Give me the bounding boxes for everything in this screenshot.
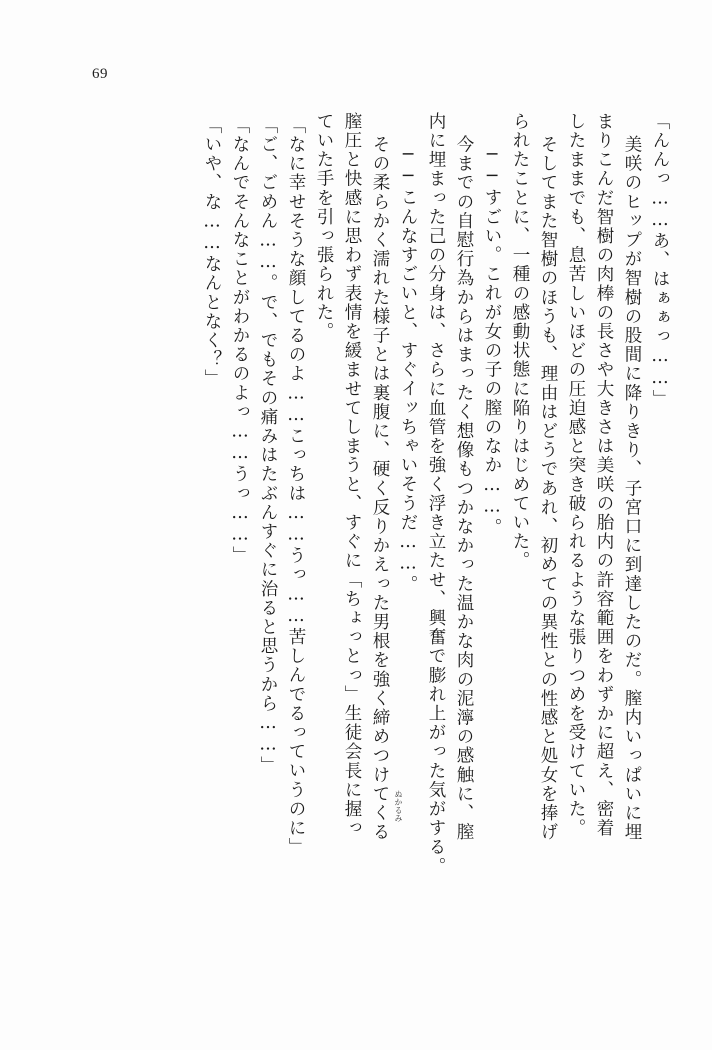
text-column: その柔らかく濡れた様子とは裏腹に、硬く反りかえった男根を強く締めつけてくる xyxy=(370,116,390,842)
text-column: 今までの自慰行為からはまったく想像もつかなかった温かな肉の泥濘の感触に、膣 xyxy=(454,116,474,842)
text-column: まりこんだ智樹の肉棒の長さや大きさは美咲の胎内の許容範囲をわずかに超え、密着 xyxy=(594,112,614,838)
text-column: 「なんでそんなことがわかるのよっ……うっ……」 xyxy=(230,116,250,566)
text-column: 美咲のヒップが智樹の股間に降りきり、子宮口に到達したのだ。膣内いっぱいに埋 xyxy=(622,116,642,842)
page-number: 69 xyxy=(92,66,108,82)
text-column: ──こんなすごいと、すぐイッちゃいそうだ……。 xyxy=(398,126,418,595)
text-column: ていた手を引っ張られた。 xyxy=(314,112,334,342)
text-column: 「ご、ごめん……。で、でもその痛みはたぶんすぐに治ると思うから……」 xyxy=(258,116,278,776)
text-column: ──すごい。これが女の子の膣のなか……。 xyxy=(482,126,502,538)
ruby-annotation: ぬかるみ xyxy=(394,790,403,822)
vertical-text-body xyxy=(62,112,668,992)
text-column: したままでも、息苦しいほどの圧迫感と突き破られるような張りつめを受けていた。 xyxy=(566,112,586,838)
text-column: 「なに幸せそうな顔してるのよ……こっちは……うっ……苦しんでるっていうのに」 xyxy=(286,116,306,857)
text-column: られたことに、一種の感動状態に陥りはじめていた。 xyxy=(510,112,530,571)
text-column: 「いや、な……なんとなく？」 xyxy=(202,116,222,389)
text-column: 膣圧と快感に思わず表情を緩ませてしまうと、すぐに「ちょっとっ」生徒会長に握っ xyxy=(342,112,362,838)
text-column: 内に埋まった己の分身は、さらに血管を強く浮き立たせ、興奮で膨れ上がった気がする。 xyxy=(426,112,446,876)
text-column: そしてまた智樹のほうも、理由はどうであれ、初めての異性との性感と処女を捧げ xyxy=(538,116,558,842)
text-column: 「んんっ……あ、はぁぁっ……」 xyxy=(650,112,670,409)
